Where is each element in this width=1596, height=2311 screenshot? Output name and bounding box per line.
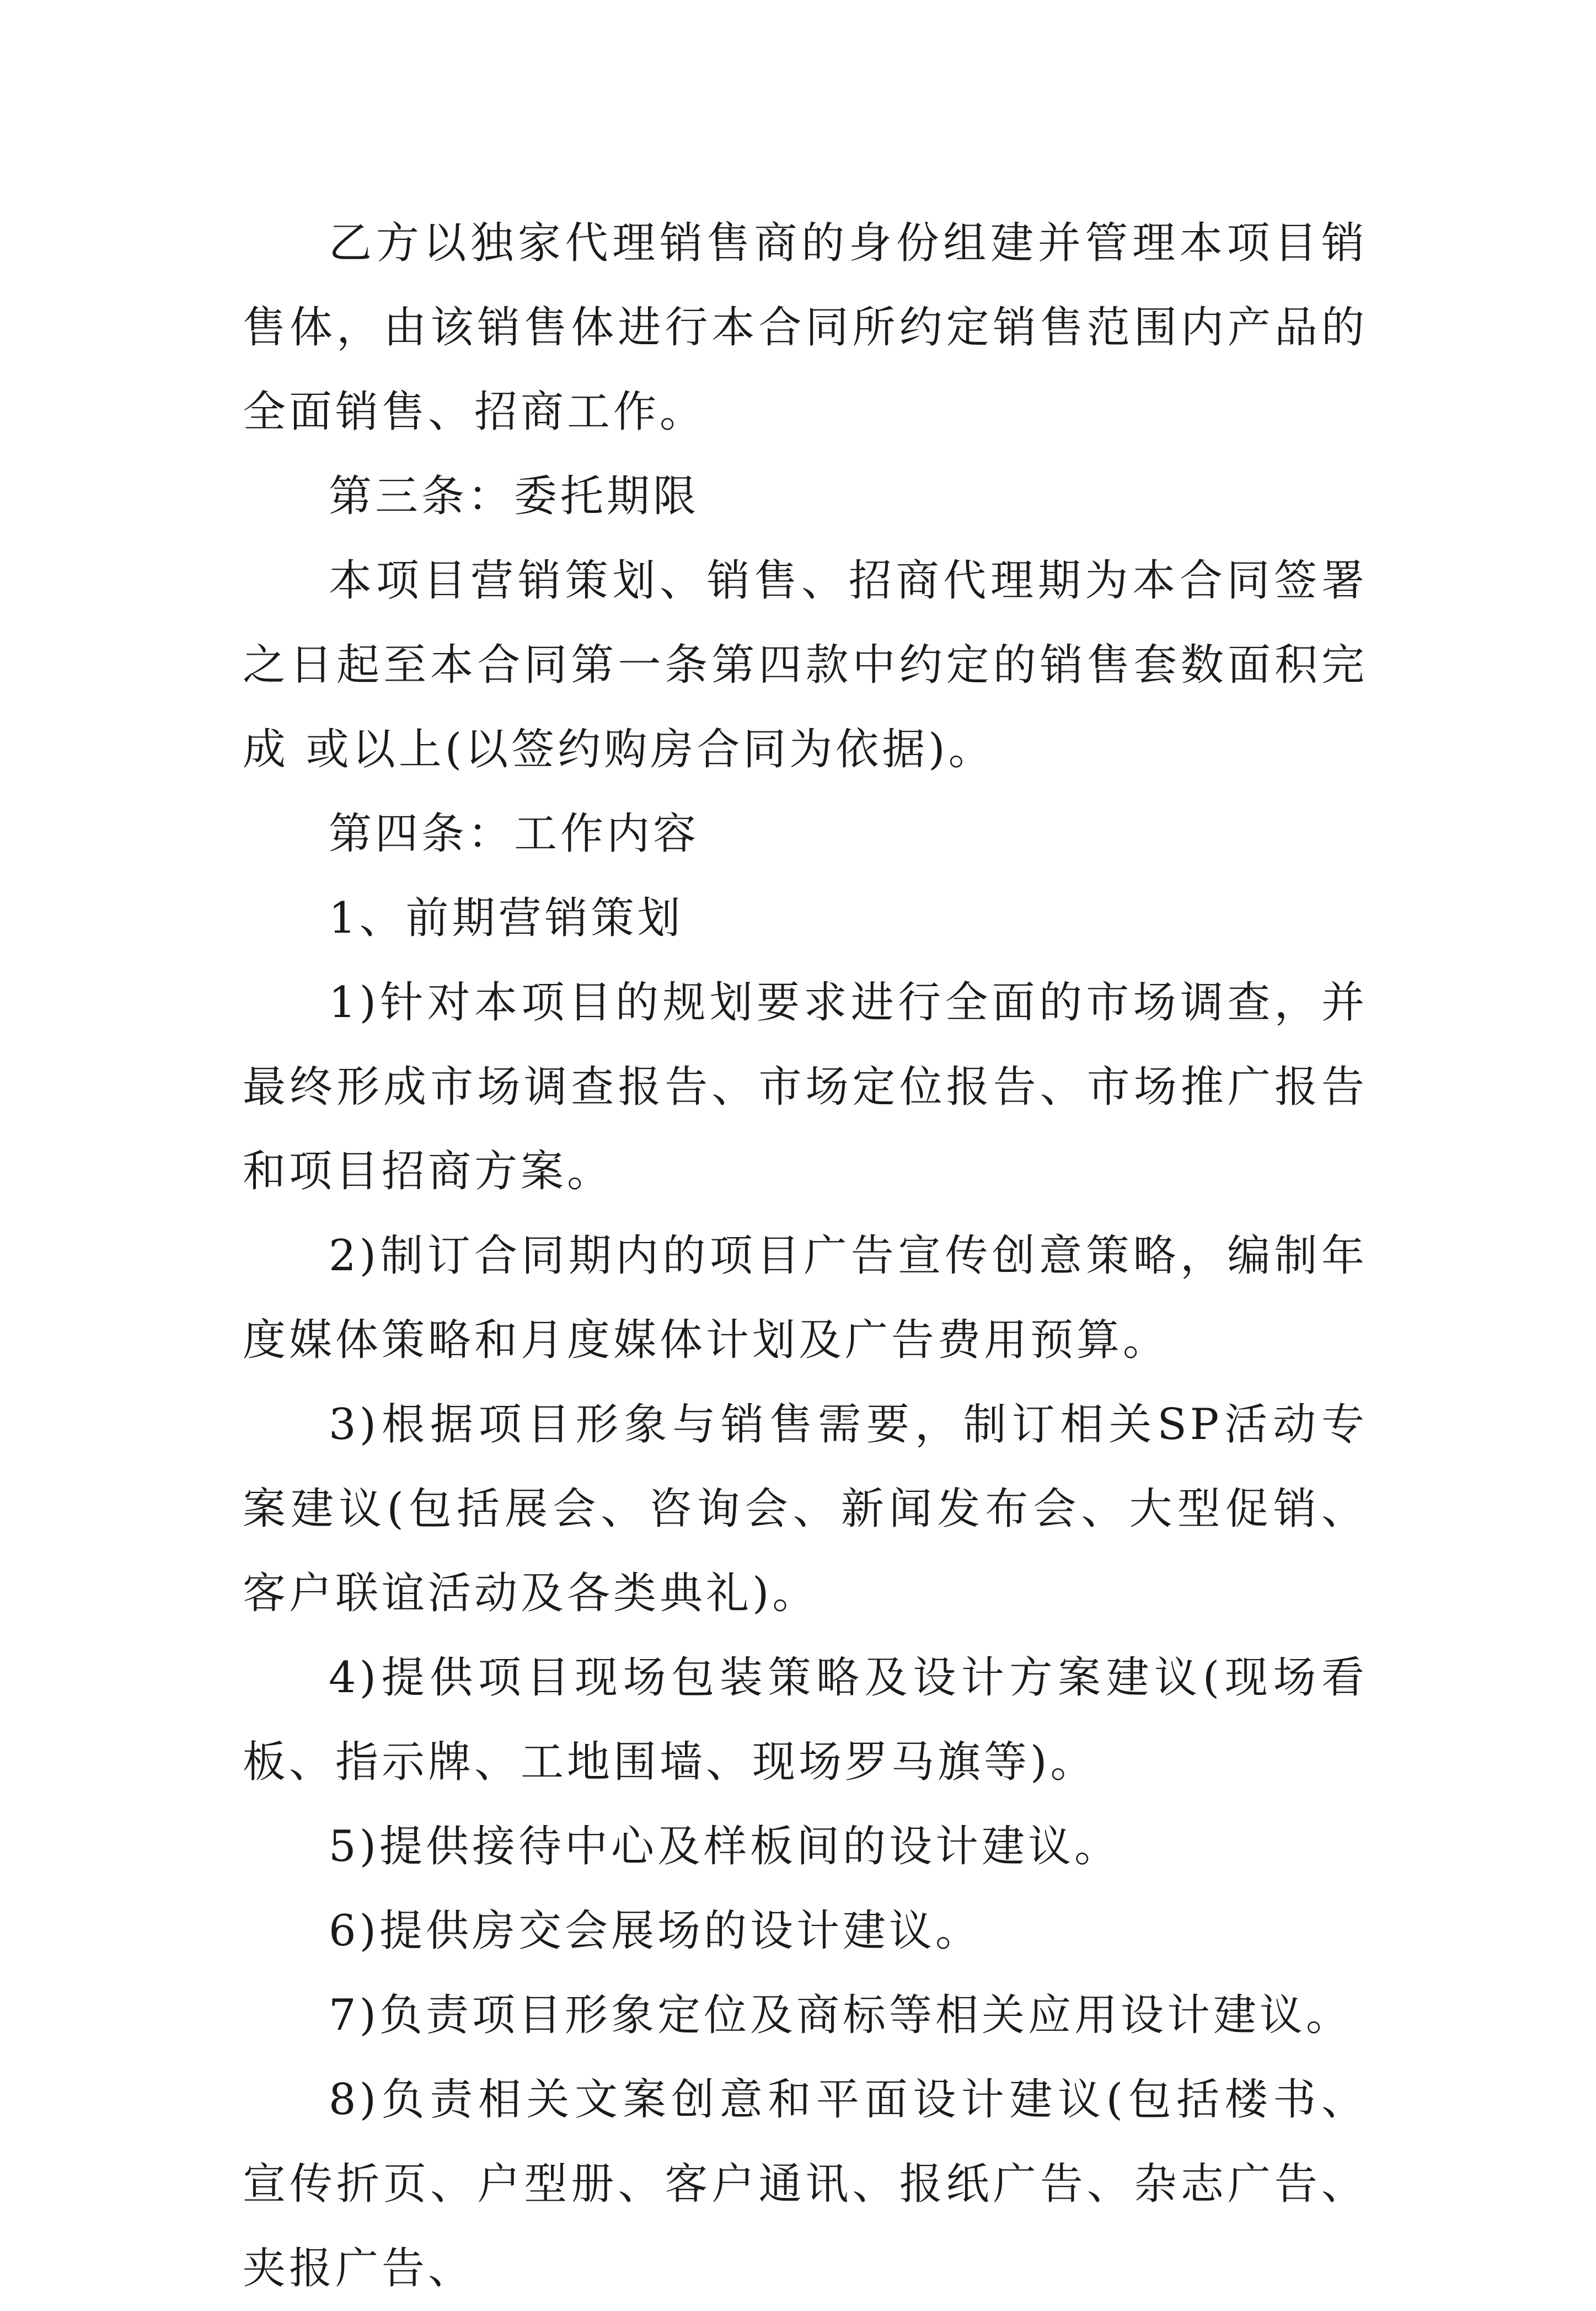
paragraph-1: 乙方以独家代理销售商的身份组建并管理本项目销售体，由该销售体进行本合同所约定销售范围内产品的全面销售、招商工作。 (243, 218, 1368, 437)
list-item-4: 4)提供项目现场包装策略及设计方案建议(现场看板、指示牌、工地围墙、现场罗马旗等)。 (243, 1653, 1368, 1787)
list-item-5: 5)提供接待中心及样板间的设计建议。 (329, 1822, 1121, 1871)
document-body (243, 201, 1368, 2311)
list-item-8: 8)负责相关文案创意和平面设计建议(包括楼书、宣传折页、户型册、客户通讯、报纸广告、杂志广告、夹报广告、 (243, 2075, 1368, 2293)
list-item-1: 1)针对本项目的规划要求进行全面的市场调查，并最终形成市场调查报告、市场定位报告、市场推广报告和项目招商方案。 (243, 978, 1368, 1196)
section-heading-article-3: 第三条：委托期限 (329, 472, 700, 521)
paragraph-term: 本项目营销策划、销售、招商代理期为本合同签署之日起至本合同第一条第四款中约定的销售套数面积完成 或以上(以签约购房合同为依据)。 (243, 556, 1368, 774)
list-item-7: 7)负责项目形象定位及商标等相关应用设计建议。 (329, 1991, 1353, 2040)
list-item-2: 2)制订合同期内的项目广告宣传创意策略，编制年度媒体策略和月度媒体计划及广告费用预算。 (243, 1231, 1368, 1365)
list-item-6: 6)提供房交会展场的设计建议。 (329, 1906, 982, 1956)
subheading-early-marketing: 1、前期营销策划 (329, 894, 684, 943)
section-heading-article-4: 第四条：工作内容 (329, 809, 700, 859)
list-item-3: 3)根据项目形象与销售需要，制订相关SP活动专案建议(包括展会、咨询会、新闻发布会、大型促销、客户联谊活动及各类典礼)。 (243, 1400, 1368, 1618)
